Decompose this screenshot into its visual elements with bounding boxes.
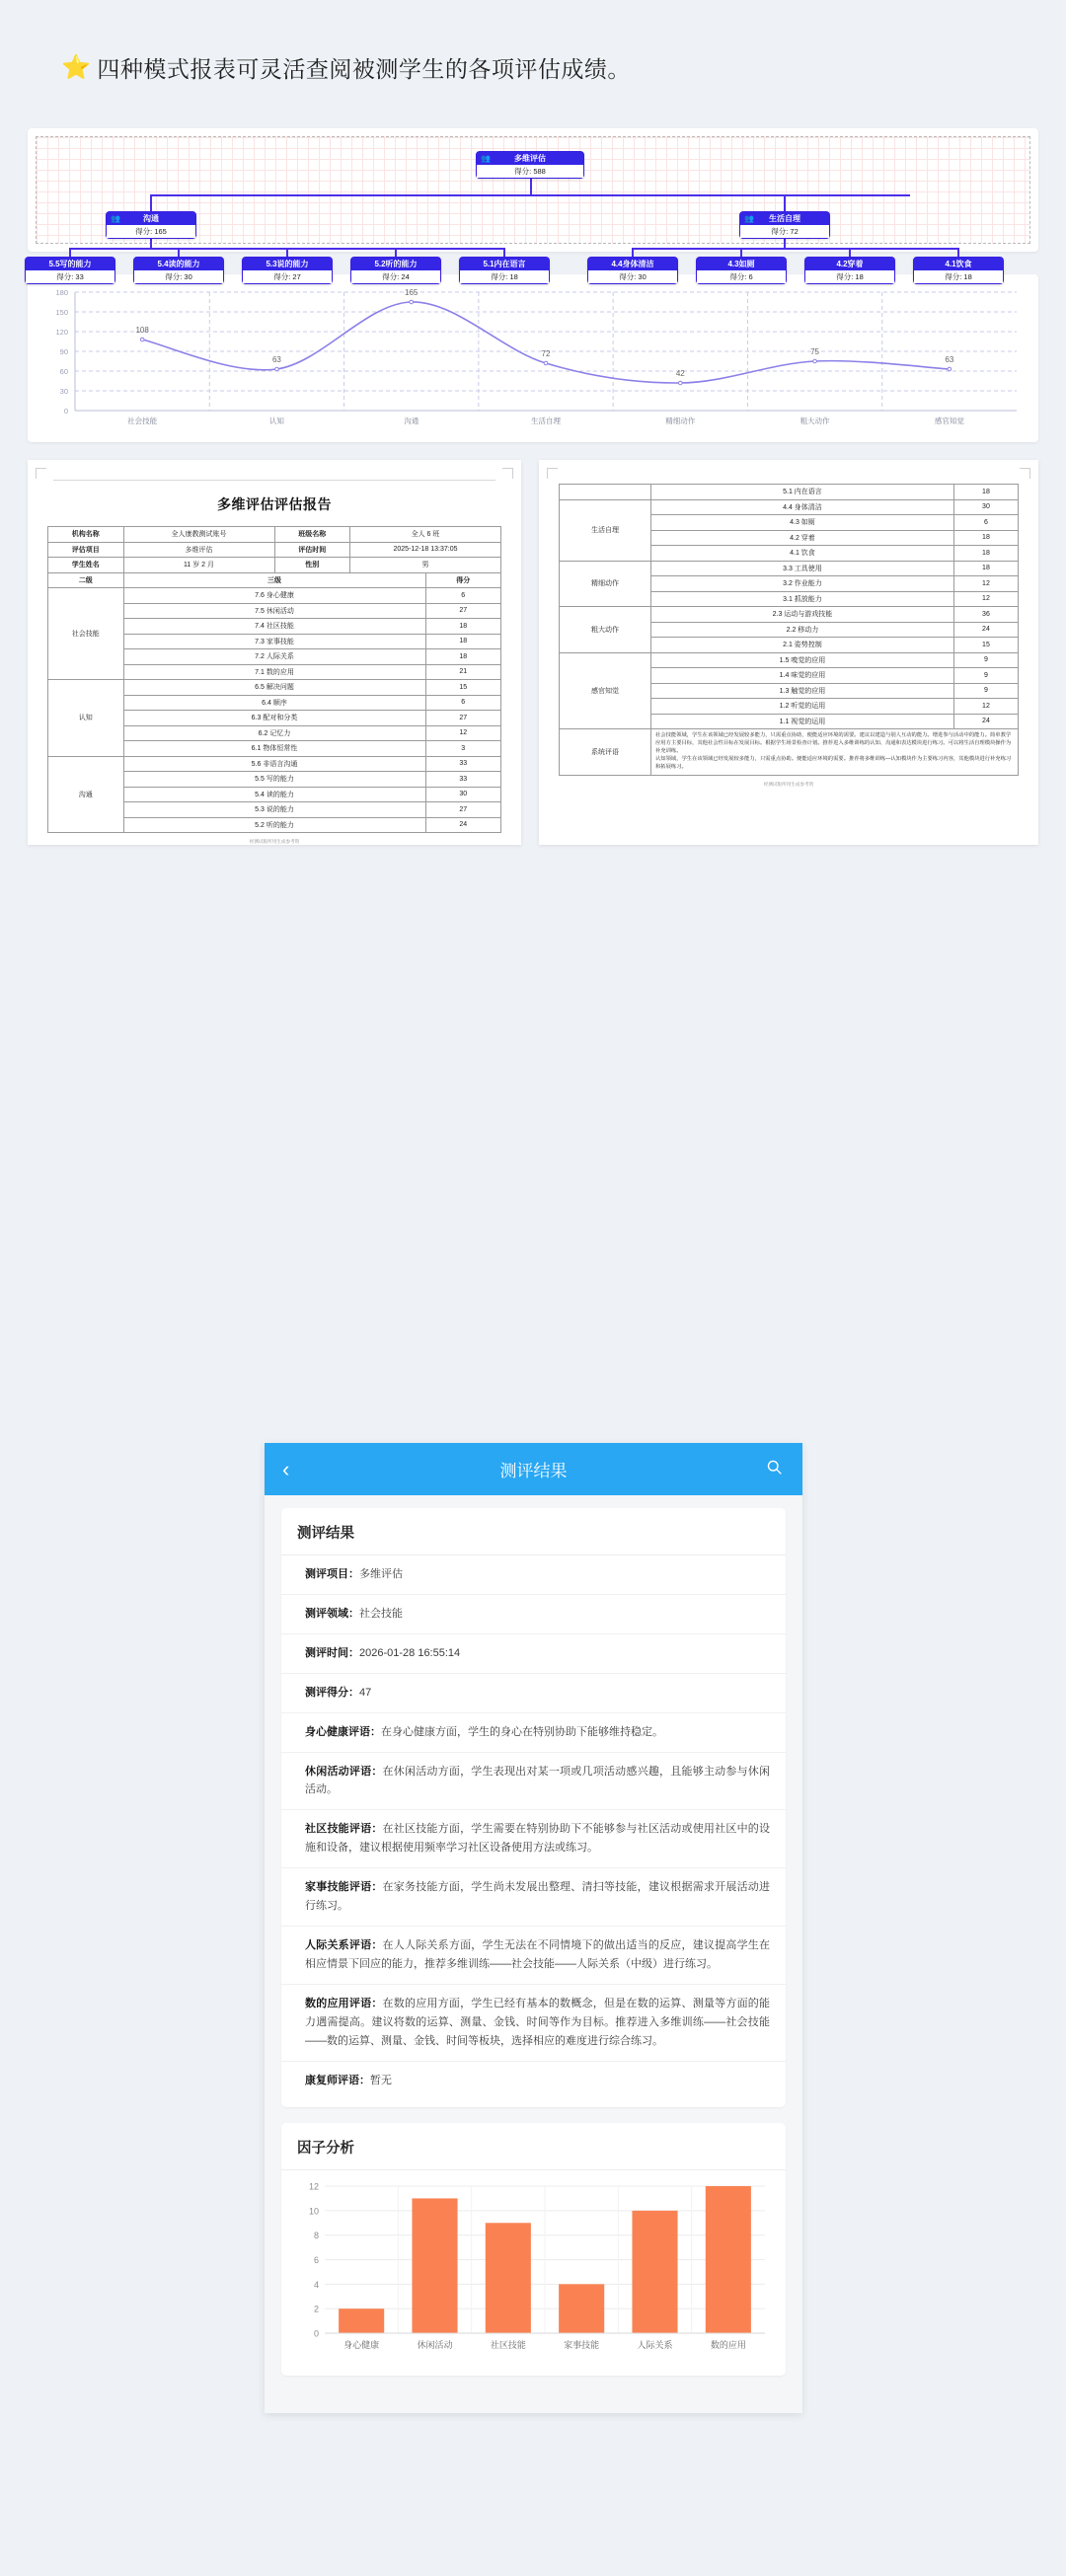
page-headline	[0, 0, 1066, 84]
category-cell: 感官知觉	[560, 652, 651, 729]
category-cell: 沟通	[48, 756, 124, 833]
score-cell: 12	[953, 576, 1018, 592]
score-cell: 6	[953, 515, 1018, 531]
item-cell: 5.1 内在语言	[651, 485, 954, 500]
meta-value: 11 岁 2 月	[123, 558, 274, 573]
score-cell: 6	[425, 695, 501, 711]
item-cell: 4.3 如厕	[651, 515, 954, 531]
score-cell: 24	[953, 714, 1018, 729]
svg-text:社区技能: 社区技能	[490, 2340, 526, 2351]
meta-key: 评估时间	[274, 542, 350, 558]
score-cell: 21	[425, 664, 501, 680]
factor-analysis-card	[281, 2123, 786, 2376]
comment-value: 在身心健康方面，学生的身心在特别协助下能够维持稳定。	[381, 1725, 663, 1738]
svg-text:感官知觉: 感官知觉	[934, 417, 964, 425]
item-cell: 6.1 物体恒常性	[123, 741, 425, 757]
comment-row	[281, 1985, 786, 2062]
item-cell: 1.5 嗅觉的应用	[651, 652, 954, 668]
row-label: 测评项目：	[305, 1568, 359, 1580]
report-title: 多维评估评估报告	[217, 496, 332, 512]
table-row	[48, 588, 501, 604]
tree-node-title: 5.4读的能力	[157, 260, 200, 268]
row-value: 2026-01-28 16:55:14	[359, 1646, 461, 1659]
tree-node-header	[243, 258, 332, 270]
tree-node-title: 5.2听的能力	[374, 260, 418, 268]
item-cell: 4.4 身体清洁	[651, 499, 954, 515]
svg-text:120: 120	[55, 328, 68, 337]
report-document-right	[539, 460, 1038, 845]
tree-node-score: 得分: 18	[805, 270, 894, 283]
score-cell: 30	[953, 499, 1018, 515]
tree-connector	[957, 248, 959, 257]
category-cell: 粗大动作	[560, 607, 651, 653]
doc-corner-mark	[1020, 468, 1030, 479]
comment-label: 社区技能评语：	[305, 1823, 383, 1836]
meta-key: 性别	[274, 558, 350, 573]
svg-text:6: 6	[313, 2255, 319, 2266]
category-cell: 精细动作	[560, 561, 651, 607]
item-cell: 1.3 触觉的应用	[651, 683, 954, 699]
item-cell: 5.6 非语言沟通	[123, 756, 425, 772]
tree-connector	[740, 248, 742, 257]
tree-node-score: 得分: 30	[134, 270, 223, 283]
table-row	[48, 680, 501, 696]
tree-node-title: 4.3如厕	[727, 260, 755, 268]
score-cell: 18	[425, 649, 501, 665]
doc-footer: 经测试版所用生成参考资	[249, 839, 300, 844]
score-cell: 18	[953, 530, 1018, 546]
item-cell: 3.1 抓放能力	[651, 591, 954, 607]
tree-connector	[178, 248, 180, 257]
tree-node-header	[740, 212, 829, 225]
category-cell: 认知	[48, 680, 124, 757]
item-cell: 5.3 说的能力	[123, 802, 425, 818]
assessment-result-card	[281, 1508, 786, 2107]
item-cell: 6.2 记忆力	[123, 725, 425, 741]
svg-text:认知: 认知	[268, 417, 284, 425]
item-cell: 7.1 数的应用	[123, 664, 425, 680]
tree-node-header	[351, 258, 440, 270]
tree-node-title: 4.4身体清洁	[611, 260, 654, 268]
tree-node-header	[460, 258, 549, 270]
row-label: 测评时间：	[305, 1646, 359, 1659]
result-row	[281, 1555, 786, 1595]
table-row	[560, 499, 1019, 515]
score-cell: 27	[425, 603, 501, 619]
score-cell: 30	[425, 787, 501, 802]
group-icon: 👥	[111, 214, 120, 223]
tree-node-score: 得分: 72	[740, 225, 829, 238]
svg-text:精细动作: 精细动作	[665, 417, 696, 425]
svg-text:12: 12	[308, 2181, 319, 2192]
comment-value: 在社区技能方面，学生需要在特别协助下不能够参与社区活动或使用社区中的设施和设备，建议根据使用频率学习社区设备使用方法或练习。	[305, 1823, 771, 1855]
system-comment-cell: 社会技能领域，学生在该领域已经发展较多能力，只需重点协助，便能适应环境的需要。建议以建造与别人互动的能力。增进参与活动中的能力。简单教学应用方主要目标，其他社会性目标在发展目标。根据学生场景检查计划。推荐进入多维训练的认知、沟通和表达模块进行练习。可以将生活自理模块操作为补充训练。 认知领域，学生在该领域已经发展较多能力，只需重点协助。便能适应环境的需要。推荐将多维训练—认知模块作为主要练习内容，其他模块进行补充练习和拓展练习。	[651, 729, 1019, 776]
score-cell: 27	[425, 802, 501, 818]
item-cell: 6.3 配对和分类	[123, 711, 425, 726]
svg-text:90: 90	[59, 347, 68, 356]
row-label: 测评得分：	[305, 1686, 359, 1699]
category-cell: 社会技能	[48, 588, 124, 680]
score-cell: 24	[953, 622, 1018, 638]
meta-value: 2025-12-18 13:37:05	[350, 542, 501, 558]
score-cell: 9	[953, 683, 1018, 699]
comment-value: 在人人际关系方面，学生无法在不同情境下的做出适当的反应，建议提高学生在相应情景下回应的能力，推荐多维训练——社会技能——人际关系（中级）进行练习。	[305, 1938, 771, 1970]
tree-node-score: 得分: 24	[351, 270, 440, 283]
tree-node-title: 5.3说的能力	[266, 260, 309, 268]
doc-corner-mark	[547, 468, 558, 479]
tree-node-leaf[interactable]	[133, 257, 224, 284]
score-cell: 15	[425, 680, 501, 696]
item-cell: 2.2 移动力	[651, 622, 954, 638]
svg-text:75: 75	[810, 347, 820, 356]
item-cell: 1.4 味觉的应用	[651, 668, 954, 684]
tree-node-score: 得分: 165	[107, 225, 195, 238]
tree-connector	[530, 177, 532, 194]
tree-node-score: 得分: 588	[477, 165, 583, 178]
tree-node-leaf[interactable]	[459, 257, 550, 284]
tree-node-score: 得分: 33	[26, 270, 114, 283]
item-cell: 5.2 听的能力	[123, 817, 425, 833]
domain-score-line-chart	[28, 274, 1038, 442]
factor-analysis-bar-chart	[291, 2176, 775, 2359]
svg-text:63: 63	[271, 355, 281, 364]
item-cell: 7.5 休闲活动	[123, 603, 425, 619]
svg-text:粗大动作: 粗大动作	[800, 417, 830, 425]
table-row	[48, 542, 501, 558]
item-cell: 1.2 听觉的运用	[651, 699, 954, 715]
tree-node-level2-communication[interactable]	[106, 211, 196, 239]
comment-value: 在休闲活动方面，学生表现出对某一项或几项活动感兴趣，且能够主动参与休闲活动。	[305, 1765, 771, 1796]
item-cell: 2.1 姿势控制	[651, 638, 954, 653]
tree-node-header	[588, 258, 677, 270]
result-row	[281, 1674, 786, 1713]
table-row	[48, 558, 501, 573]
result-row	[281, 1634, 786, 1674]
tree-node-header	[697, 258, 786, 270]
mobile-navbar-title: 测评结果	[499, 1462, 568, 1480]
comment-label: 休闲活动评语：	[305, 1765, 383, 1778]
svg-text:沟通: 沟通	[404, 417, 419, 425]
tree-node-title: 5.1内在语言	[483, 260, 526, 268]
svg-text:0: 0	[63, 407, 68, 416]
tree-connector	[150, 194, 152, 211]
tree-node-title: 沟通	[143, 214, 159, 223]
tree-node-title: 4.1饮食	[945, 260, 972, 268]
search-icon[interactable]	[766, 1459, 783, 1480]
item-cell: 7.2 人际关系	[123, 649, 425, 665]
tree-node-leaf[interactable]	[913, 257, 1004, 284]
report-table-left	[47, 526, 501, 833]
comment-label: 人际关系评语：	[305, 1938, 383, 1951]
item-cell: 4.2 穿着	[651, 530, 954, 546]
column-header: 得分	[425, 572, 501, 588]
row-label: 测评领域：	[305, 1607, 359, 1620]
score-cell: 15	[953, 638, 1018, 653]
star-icon: ⭐	[61, 54, 92, 81]
doc-corner-mark	[502, 468, 513, 479]
score-cell: 9	[953, 668, 1018, 684]
meta-key: 评估项目	[48, 542, 124, 558]
report-document-left	[28, 460, 521, 845]
comment-row	[281, 1753, 786, 1811]
svg-text:生活自理: 生活自理	[531, 417, 561, 425]
tree-node-header	[477, 152, 583, 165]
svg-text:60: 60	[59, 367, 68, 376]
meta-value: 全人 6 班	[350, 527, 501, 543]
tree-connector	[69, 248, 71, 257]
mobile-app-preview	[265, 1443, 802, 2413]
category-cell: 系统评语	[560, 729, 651, 776]
category-cell: 生活自理	[560, 499, 651, 561]
meta-key: 机构名称	[48, 527, 124, 543]
tree-node-score: 得分: 6	[697, 270, 786, 283]
table-row	[560, 729, 1019, 776]
item-cell: 3.3 工具使用	[651, 561, 954, 576]
tree-connector	[784, 194, 786, 211]
tree-connector	[286, 248, 288, 257]
tree-node-leaf[interactable]	[242, 257, 333, 284]
tree-node-header	[26, 258, 114, 270]
table-row	[560, 652, 1019, 668]
tree-connector	[849, 248, 851, 257]
item-cell: 2.3 运动与游戏技能	[651, 607, 954, 623]
comment-row	[281, 2062, 786, 2100]
doc-divider	[53, 480, 495, 481]
doc-corner-mark	[36, 468, 46, 479]
svg-text:2: 2	[313, 2305, 319, 2315]
item-cell: 6.5 解决问题	[123, 680, 425, 696]
svg-text:180: 180	[55, 288, 68, 297]
bar-chart-wrap	[281, 2170, 786, 2368]
tree-canvas	[36, 136, 1030, 281]
svg-text:0: 0	[313, 2328, 319, 2339]
svg-text:8: 8	[313, 2231, 319, 2241]
tree-node-header	[134, 258, 223, 270]
score-cell: 12	[953, 591, 1018, 607]
comment-value: 在数的应用方面，学生已经有基本的数概念，但是在数的运算、测量等方面的能力遇需提高。建议将数的运算、测量、金钱、时间等作为目标。推荐进入多维训练——社会技能——数的运算、测量、金钱、时间等板块，选择相应的难度进行综合练习。	[305, 1997, 771, 2047]
score-cell: 18	[953, 485, 1018, 500]
svg-text:150: 150	[55, 308, 68, 317]
tree-node-level2-selfcare[interactable]	[739, 211, 830, 239]
row-value: 社会技能	[359, 1607, 403, 1620]
table-row	[48, 527, 501, 543]
line-chart-panel	[28, 274, 1038, 442]
tree-node-header	[805, 258, 894, 270]
tree-node-score: 得分: 30	[588, 270, 677, 283]
meta-value: 多维评估	[123, 542, 274, 558]
comment-row	[281, 1868, 786, 1927]
table-header-row	[48, 572, 501, 588]
tree-node-score: 得分: 18	[914, 270, 1003, 283]
score-cell: 18	[953, 546, 1018, 562]
score-cell: 27	[425, 711, 501, 726]
tree-node-leaf[interactable]	[350, 257, 441, 284]
comment-label: 身心健康评语：	[305, 1725, 381, 1738]
item-cell: 5.5 写的能力	[123, 772, 425, 788]
svg-text:165: 165	[405, 288, 419, 297]
comment-label: 家事技能评语：	[305, 1881, 383, 1894]
mobile-body	[265, 1495, 802, 2413]
svg-text:63: 63	[945, 355, 954, 364]
card-title: 测评结果	[281, 1508, 786, 1555]
item-cell: 1.1 视觉的运用	[651, 714, 954, 729]
score-cell: 33	[425, 772, 501, 788]
svg-text:42: 42	[675, 369, 685, 378]
meta-value: 男	[350, 558, 501, 573]
tree-node-title: 多维评估	[514, 154, 546, 163]
svg-text:108: 108	[135, 326, 149, 335]
tree-connector	[632, 248, 634, 257]
comment-row	[281, 1927, 786, 1985]
tree-node-leaf[interactable]	[696, 257, 787, 284]
tree-node-leaf[interactable]	[587, 257, 678, 284]
svg-text:人际关系: 人际关系	[637, 2340, 673, 2351]
comment-label: 数的应用评语：	[305, 1997, 383, 2009]
tree-connector	[632, 248, 957, 250]
tree-node-header	[914, 258, 1003, 270]
svg-text:社会技能: 社会技能	[127, 417, 158, 425]
card-title: 因子分析	[281, 2123, 786, 2170]
item-cell: 3.2 作业能力	[651, 576, 954, 592]
result-rows	[281, 1555, 786, 2099]
doc-footer: 经测试版所用生成参考资	[763, 781, 814, 787]
item-cell: 7.6 身心健康	[123, 588, 425, 604]
score-cell: 36	[953, 607, 1018, 623]
group-icon: 👥	[481, 154, 491, 163]
report-table-right	[559, 484, 1019, 776]
assessment-tree-panel	[28, 128, 1038, 281]
item-cell: 5.4 读的能力	[123, 787, 425, 802]
score-cell: 18	[425, 619, 501, 635]
item-cell: 6.4 顺序	[123, 695, 425, 711]
svg-text:家事技能: 家事技能	[564, 2340, 600, 2351]
svg-text:72: 72	[541, 349, 551, 358]
svg-text:30: 30	[59, 387, 68, 396]
comment-row	[281, 1810, 786, 1868]
score-cell: 9	[953, 652, 1018, 668]
score-cell: 18	[953, 561, 1018, 576]
tree-node-score: 得分: 18	[460, 270, 549, 283]
table-row	[560, 561, 1019, 576]
tree-node-title: 4.2穿着	[836, 260, 864, 268]
meta-key: 学生姓名	[48, 558, 124, 573]
group-icon: 👥	[744, 214, 754, 223]
column-header: 二级	[48, 572, 124, 588]
comment-row	[281, 1713, 786, 1753]
tree-node-score: 得分: 27	[243, 270, 332, 283]
item-cell: 7.4 社区技能	[123, 619, 425, 635]
comment-label: 康复师评语：	[305, 2074, 370, 2086]
score-cell: 33	[425, 756, 501, 772]
score-cell: 6	[425, 588, 501, 604]
score-cell: 12	[953, 699, 1018, 715]
score-cell: 12	[425, 725, 501, 741]
comment-value: 在家务技能方面，学生尚未发展出整理、清扫等技能，建议根据需求开展活动进行练习。	[305, 1881, 771, 1913]
score-cell: 18	[425, 634, 501, 649]
row-value: 多维评估	[359, 1568, 403, 1580]
tree-node-leaf[interactable]	[804, 257, 895, 284]
tree-connector	[395, 248, 397, 257]
meta-value: 全人康教测试账号	[123, 527, 274, 543]
row-value: 47	[359, 1686, 372, 1699]
comment-value: 暂无	[370, 2074, 392, 2086]
column-header: 三级	[123, 572, 425, 588]
score-cell: 3	[425, 741, 501, 757]
tree-node-header	[107, 212, 195, 225]
tree-connector	[503, 248, 505, 257]
tree-node-leaf[interactable]	[25, 257, 115, 284]
tree-connector	[150, 194, 910, 196]
category-cell	[560, 485, 651, 500]
table-row	[560, 607, 1019, 623]
svg-text:数的应用: 数的应用	[710, 2340, 746, 2351]
svg-text:休闲活动: 休闲活动	[417, 2340, 453, 2351]
meta-key: 班级名称	[274, 527, 350, 543]
headline-text: 四种模式报表可灵活查阅被测学生的各项评估成绩。	[97, 56, 631, 82]
tree-node-root[interactable]	[476, 151, 584, 179]
item-cell: 7.3 家事技能	[123, 634, 425, 649]
svg-text:4: 4	[313, 2280, 319, 2291]
tree-node-title: 生活自理	[769, 214, 800, 223]
score-cell: 24	[425, 817, 501, 833]
svg-text:身心健康: 身心健康	[343, 2340, 380, 2351]
result-row	[281, 1595, 786, 1634]
mobile-navbar	[265, 1443, 802, 1495]
table-row	[560, 485, 1019, 500]
table-row	[48, 756, 501, 772]
item-cell: 4.1 饮食	[651, 546, 954, 562]
tree-node-title: 5.5写的能力	[48, 260, 92, 268]
svg-text:10: 10	[308, 2206, 319, 2217]
chevron-left-icon[interactable]: ‹	[282, 1456, 290, 1481]
